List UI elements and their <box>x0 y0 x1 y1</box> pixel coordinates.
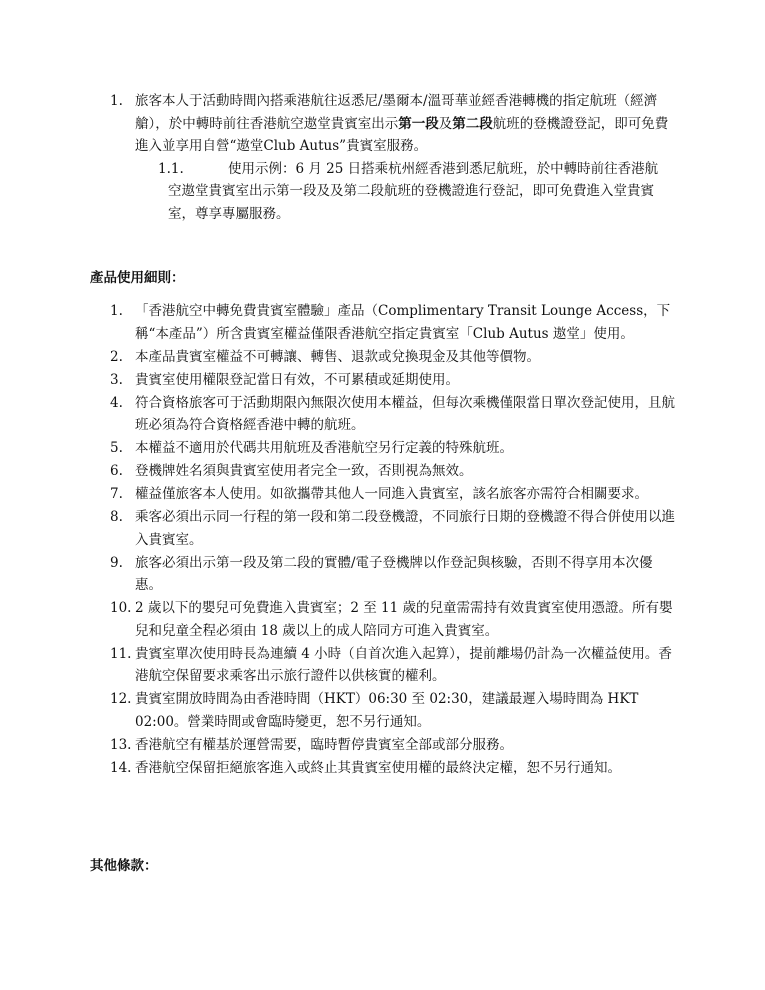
rule-item <box>0 643 675 688</box>
rule-item <box>0 506 675 551</box>
rule-text: 香港航空有權基於運營需要，臨時暫停貴賓室全部或部分服務。 <box>135 736 513 753</box>
rule-number: 13. <box>110 736 132 753</box>
rule-item <box>0 300 675 345</box>
rule-number: 6. <box>110 463 123 479</box>
intro-text-b: 及 <box>438 115 453 132</box>
rules-heading: 產品使用細則： <box>90 270 185 286</box>
rule-text: 2 歲以下的嬰兒可免費進入貴賓室；2 至 11 歲的兒童需需持有效貴賓室使用憑證。所有嬰兒和兒童全程必須由 18 歲以上的成人陪同方可進入貴賓室。 <box>135 600 673 639</box>
rules-list <box>0 300 765 780</box>
rule-number: 3. <box>110 371 123 388</box>
rule-number: 1. <box>110 303 123 319</box>
rule-item <box>0 483 675 506</box>
rule-item <box>0 369 675 392</box>
rule-item <box>0 734 675 757</box>
rule-number: 8. <box>110 509 123 525</box>
intro-item <box>0 90 675 158</box>
rule-number: 2. <box>110 348 123 365</box>
rule-number: 9. <box>110 554 123 571</box>
rule-text: 符合資格旅客可于活動期限內無限次使用本權益，但每次乘機僅限當日單次登記使用，且航班必須為符合資格經香港中轉的航班。 <box>135 394 675 433</box>
rule-text: 旅客必須出示第一段及第二段的實體/電子登機牌以作登記與核驗，否則不得享用本次優惠。 <box>135 554 653 593</box>
intro-text-a: 旅客本人于活動時間內搭乘港航往返悉尼/墨爾本/溫哥華並經香港轉機的指定航班（經濟艙），於中轉時前往香港航空遨堂貴賓室出示 <box>135 93 658 132</box>
rule-text: 貴賓室單次使用時長為連續 4 小時（自首次進入起算），提前離場仍計為一次權益使用。香港航空保留要求乘客出示旅行證件以供核實的權利。 <box>135 645 672 684</box>
intro-segment-2: 第二段 <box>452 115 493 132</box>
other-terms-heading: 其他條款： <box>90 858 158 874</box>
intro-subitem-text: 使用示例：6 月 25 日搭乘杭州經香港到悉尼航班，於中轉時前往香港航空遨堂貴賓室出示第一段及及第二段航班的登機證進行登記，即可免費進入堂貴賓室，尊享專屬服務。 <box>168 160 659 222</box>
rule-text: 貴賓室使用權限登記當日有效，不可累積或延期使用。 <box>135 371 459 388</box>
rule-text: 乘客必須出示同一行程的第一段和第二段登機證，不同旅行日期的登機證不得合併使用以進入貴賓室。 <box>135 509 675 548</box>
rule-item <box>0 346 675 369</box>
rule-item <box>0 597 675 642</box>
rule-number: 11. <box>110 645 132 662</box>
rule-text: 本權益不適用於代碼共用航班及香港航空另行定義的特殊航班。 <box>135 440 513 456</box>
rule-text: 貴賓室開放時間為由香港時間（HKT）06:30 至 02:30，建議最遲入場時間為 HKT 02:00。營業時間或會臨時變更，恕不另行通知。 <box>135 691 639 730</box>
rule-item <box>0 757 675 780</box>
rule-number: 7. <box>110 486 123 502</box>
rule-text: 本產品貴賓室權益不可轉讓、轉售、退款或兌換現金及其他等價物。 <box>135 348 540 365</box>
rule-number: 4. <box>110 394 123 411</box>
intro-segment-1: 第一段 <box>398 115 439 132</box>
rule-text: 登機牌姓名須與貴賓室使用者完全一致，否則視為無效。 <box>135 463 473 479</box>
intro-text-c: 航班的登機證登記，即可免費進入並享用自營“遨堂Club Autus”貴賓室服務。 <box>135 115 669 154</box>
intro-subitem-number: 1.1. <box>158 160 184 177</box>
rule-number: 10. <box>110 600 132 616</box>
rule-number: 12. <box>110 691 132 707</box>
intro-section <box>0 90 765 225</box>
rule-text: 權益僅旅客本人使用。如欲攜帶其他人一同進入貴賓室，該名旅客亦需符合相關要求。 <box>135 486 648 502</box>
rule-item <box>0 552 675 597</box>
rule-item <box>0 392 675 437</box>
rule-number: 14. <box>110 759 132 776</box>
intro-item-number: 1. <box>110 93 123 109</box>
rule-text: 「香港航空中轉免費貴賓室體驗」產品（Complimentary Transit Lounge Access，下稱“本產品”）所含貴賓室權益僅限香港航空指定貴賓室「Club Autus 遨堂」使用。 <box>135 303 671 342</box>
rule-number: 5. <box>110 440 123 456</box>
rule-item <box>0 460 675 483</box>
rule-text: 香港航空保留拒絕旅客進入或終止其貴賓室使用權的最終決定權，恕不另行通知。 <box>135 759 621 776</box>
rule-item <box>0 437 675 460</box>
intro-subitem <box>0 158 668 226</box>
rule-item <box>0 688 675 733</box>
